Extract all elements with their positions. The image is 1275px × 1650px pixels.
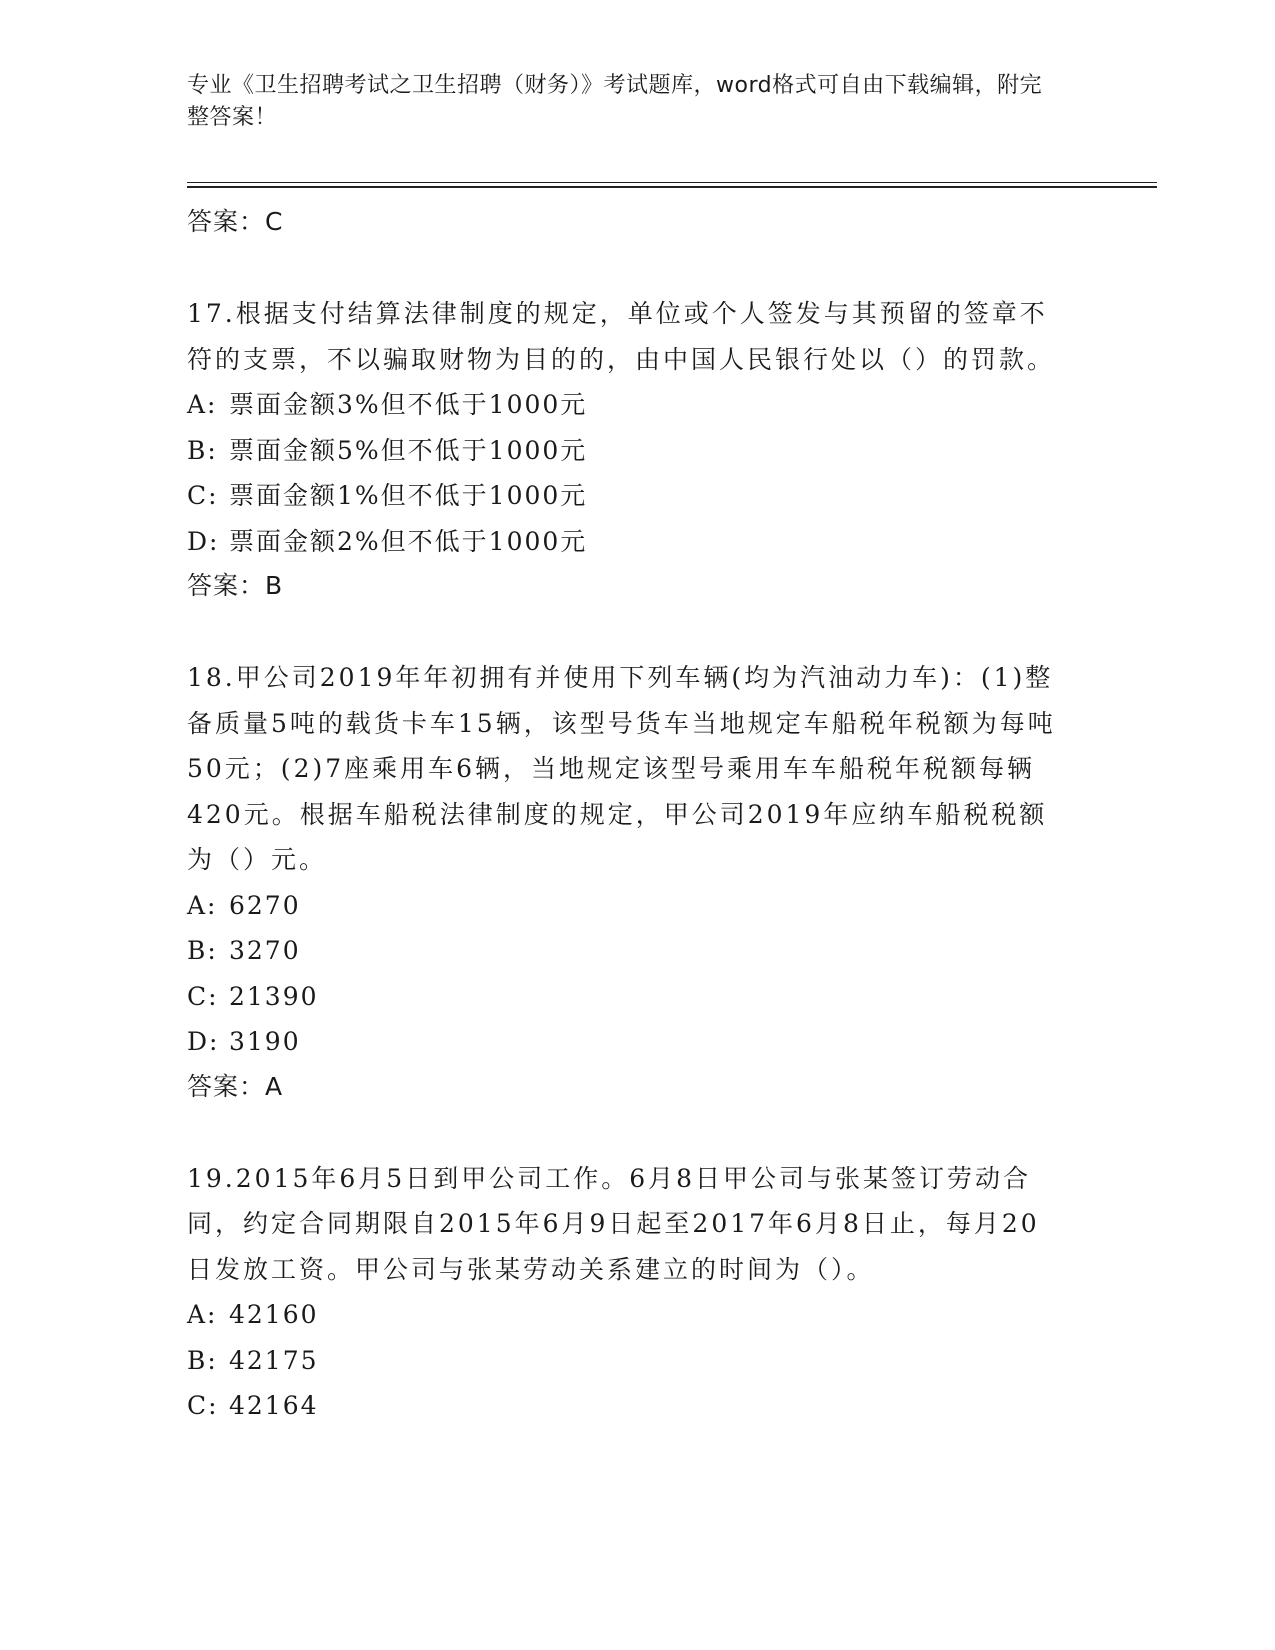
option-label: D:: [187, 526, 220, 556]
option-a: [187, 382, 1067, 428]
question-17: [187, 291, 1067, 608]
answer-18: 答案：A: [187, 1071, 284, 1101]
option-a: [187, 1292, 1067, 1338]
option-a: [187, 883, 1067, 929]
option-label: C:: [187, 481, 219, 510]
option-label: A:: [187, 390, 218, 419]
header-divider: [187, 182, 1157, 188]
option-b: [187, 1338, 1067, 1384]
option-text: 42164: [229, 1391, 319, 1420]
option-text: 21390: [229, 981, 319, 1011]
option-text: 票面金额2%但不低于1000元: [229, 526, 588, 556]
question-text: 18.甲公司2019年年初拥有并使用下列车辆(均为汽油动力车)：(1)整备质量5吨的载货卡车15辆，该型号货车当地规定车船税年税额为每吨50元；(2)7座乘用车6辆，当地规定该型号乘用车车船税年税额每辆420元。根据车船税法律制度的规定，甲公司2019年应纳车船税税额为（）元。: [187, 663, 1056, 874]
option-text: 42160: [229, 1300, 319, 1329]
option-c: [187, 473, 1067, 519]
answer-17: 答案：B: [187, 571, 284, 600]
option-d: [187, 519, 1067, 565]
option-text: 3270: [229, 936, 301, 965]
option-label: B:: [187, 936, 218, 965]
option-label: B:: [187, 1345, 218, 1375]
option-label: C:: [187, 1391, 219, 1420]
option-text: 3190: [229, 1027, 301, 1056]
option-label: B:: [187, 435, 218, 465]
document-page: [187, 70, 1067, 1429]
option-c: [187, 1383, 1067, 1429]
option-text: 42175: [229, 1345, 319, 1375]
option-text: 票面金额3%但不低于1000元: [229, 390, 588, 419]
option-text: 票面金额5%但不低于1000元: [229, 435, 588, 465]
document-header: 专业《卫生招聘考试之卫生招聘（财务）》考试题库，word格式可自由下载编辑，附完整答案！: [187, 73, 1043, 130]
question-18: [187, 655, 1067, 1109]
question-text: 19.2015年6月5日到甲公司工作。6月8日甲公司与张某签订劳动合同，约定合同期限自2015年6月9日起至2017年6月8日止，每月20日发放工资。甲公司与张某劳动关系建立的时间为（）。: [187, 1163, 1040, 1284]
option-b: [187, 428, 1067, 474]
option-label: D:: [187, 1027, 220, 1056]
option-text: 6270: [229, 890, 301, 920]
option-c: [187, 974, 1067, 1020]
question-text: 17.根据支付结算法律制度的规定，单位或个人签发与其预留的签章不符的支票，不以骗取财物为目的的，由中国人民银行处以（）的罚款。: [187, 299, 1056, 374]
option-label: A:: [187, 1300, 218, 1329]
answer-16: 答案：C: [187, 207, 284, 236]
question-19: [187, 1156, 1067, 1429]
option-text: 票面金额1%但不低于1000元: [229, 481, 588, 510]
option-b: [187, 928, 1067, 974]
option-label: C:: [187, 981, 219, 1011]
option-d: [187, 1019, 1067, 1065]
option-label: A:: [187, 890, 218, 920]
